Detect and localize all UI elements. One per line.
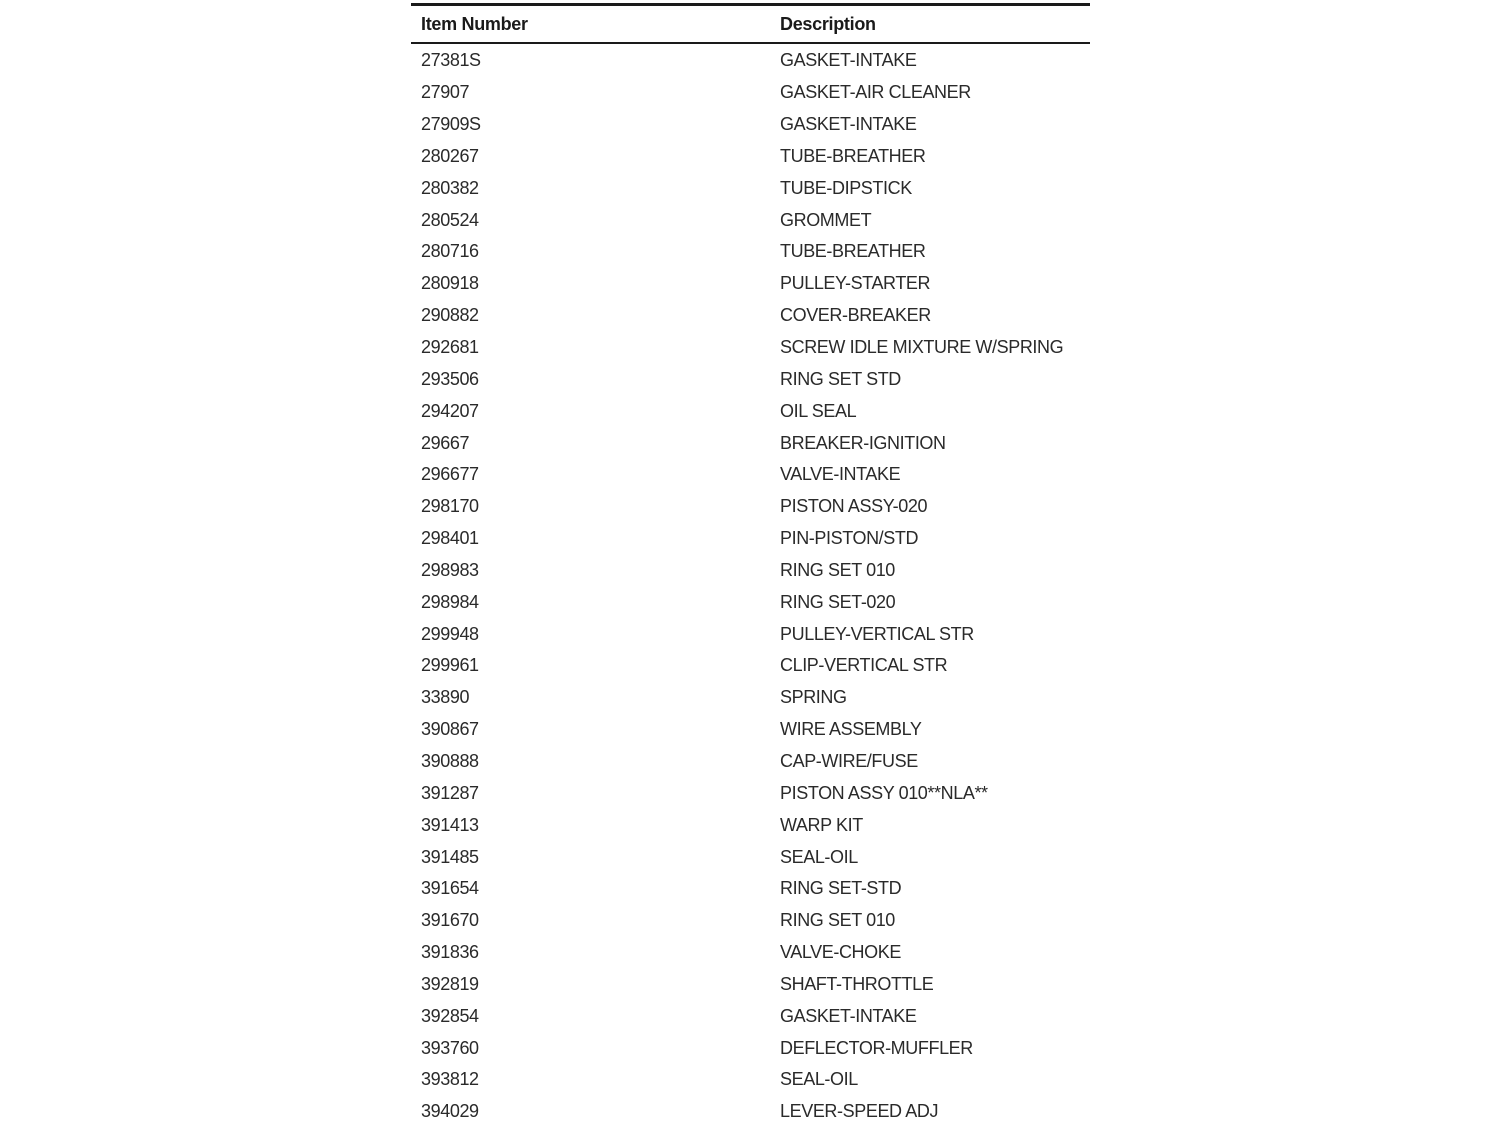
description-cell: TUBE-BREATHER [780,241,926,262]
item-number-cell: 280382 [421,177,479,198]
table-row [411,618,1090,650]
item-number-cell: 293506 [421,368,479,389]
table-row [411,841,1090,873]
table-row [411,395,1090,427]
description-cell: PULLEY-VERTICAL STR [780,623,974,644]
table-row [411,300,1090,332]
item-number-cell: 391287 [421,782,479,803]
description-cell: VALVE-CHOKE [780,942,901,963]
table-row [411,332,1090,364]
table-row [411,523,1090,555]
item-number-cell: 394029 [421,1101,479,1122]
table-row [411,236,1090,268]
description-cell: WIRE ASSEMBLY [780,719,922,740]
description-cell: RING SET 010 [780,910,895,931]
item-number-cell: 392854 [421,1005,479,1026]
description-cell: OIL SEAL [780,400,857,421]
table-row [411,363,1090,395]
table-row [411,809,1090,841]
item-number-cell: 391654 [421,878,479,899]
item-number-cell: 298984 [421,591,479,612]
item-number-cell: 296677 [421,464,479,485]
item-number-cell: 391413 [421,814,479,835]
table-row [411,109,1090,141]
description-cell: PIN-PISTON/STD [780,528,919,549]
table-row [411,141,1090,173]
item-number-cell: 33890 [421,687,470,708]
table-row [411,873,1090,905]
table-body [411,44,1090,1128]
item-number-cell: 299948 [421,623,479,644]
item-number-cell: 298983 [421,559,479,580]
description-cell: WARP KIT [780,814,863,835]
table-row [411,777,1090,809]
table-row [411,1064,1090,1096]
item-number-cell: 280918 [421,273,479,294]
item-number-cell: 393812 [421,1069,479,1090]
description-cell: RING SET 010 [780,559,895,580]
description-cell: PULLEY-STARTER [780,273,931,294]
table-row [411,1000,1090,1032]
description-cell: SCREW IDLE MIXTURE W/SPRING [780,337,1064,358]
item-number-cell: 391485 [421,846,479,867]
item-number-cell: 27909S [421,114,481,135]
description-cell: CLIP-VERTICAL STR [780,655,948,676]
item-number-cell: 299961 [421,655,479,676]
table-row [411,905,1090,937]
table-row [411,586,1090,618]
item-number-cell: 391670 [421,910,479,931]
table-row [411,650,1090,682]
table-row [411,1096,1090,1128]
description-cell: CAP-WIRE/FUSE [780,750,918,771]
description-cell: BREAKER-IGNITION [780,432,946,453]
description-cell: SEAL-OIL [780,1069,858,1090]
description-cell: GASKET-INTAKE [780,1005,917,1026]
table-row [411,682,1090,714]
table-row [411,459,1090,491]
description-cell: RING SET-020 [780,591,896,612]
item-number-cell: 290882 [421,305,479,326]
table-row [411,491,1090,523]
table-row [411,172,1090,204]
table-row [411,555,1090,587]
description-cell: DEFLECTOR-MUFFLER [780,1037,973,1058]
description-cell: RING SET-STD [780,878,902,899]
item-number-cell: 280267 [421,145,479,166]
table-row [411,1032,1090,1064]
header-description: Description [780,13,876,34]
table-row [411,968,1090,1000]
parts-table [411,3,1090,1128]
item-number-cell: 390888 [421,750,479,771]
item-number-cell: 294207 [421,400,479,421]
header-item-number: Item Number [421,13,528,34]
item-number-cell: 391836 [421,942,479,963]
item-number-cell: 29667 [421,432,470,453]
description-cell: SHAFT-THROTTLE [780,973,934,994]
table-header [411,6,1090,44]
description-cell: SEAL-OIL [780,846,858,867]
description-cell: VALVE-INTAKE [780,464,901,485]
description-cell: PISTON ASSY 010**NLA** [780,782,988,803]
item-number-cell: 393760 [421,1037,479,1058]
description-cell: COVER-BREAKER [780,305,931,326]
table-row [411,937,1090,969]
item-number-cell: 27907 [421,82,470,103]
description-cell: LEVER-SPEED ADJ [780,1101,939,1122]
description-cell: TUBE-BREATHER [780,145,926,166]
table-row [411,746,1090,778]
description-cell: GROMMET [780,209,872,230]
table-row [411,204,1090,236]
table-row [411,427,1090,459]
item-number-cell: 298401 [421,528,479,549]
description-cell: SPRING [780,687,847,708]
item-number-cell: 280716 [421,241,479,262]
table-row [411,77,1090,109]
item-number-cell: 280524 [421,209,479,230]
item-number-cell: 27381S [421,50,481,71]
description-cell: GASKET-INTAKE [780,50,917,71]
description-cell: RING SET STD [780,368,901,389]
description-cell: GASKET-INTAKE [780,114,917,135]
item-number-cell: 292681 [421,337,479,358]
item-number-cell: 390867 [421,719,479,740]
table-row [411,45,1090,77]
item-number-cell: 392819 [421,973,479,994]
description-cell: PISTON ASSY-020 [780,496,928,517]
table-row [411,714,1090,746]
table-row [411,268,1090,300]
item-number-cell: 298170 [421,496,479,517]
description-cell: GASKET-AIR CLEANER [780,82,971,103]
description-cell: TUBE-DIPSTICK [780,177,912,198]
